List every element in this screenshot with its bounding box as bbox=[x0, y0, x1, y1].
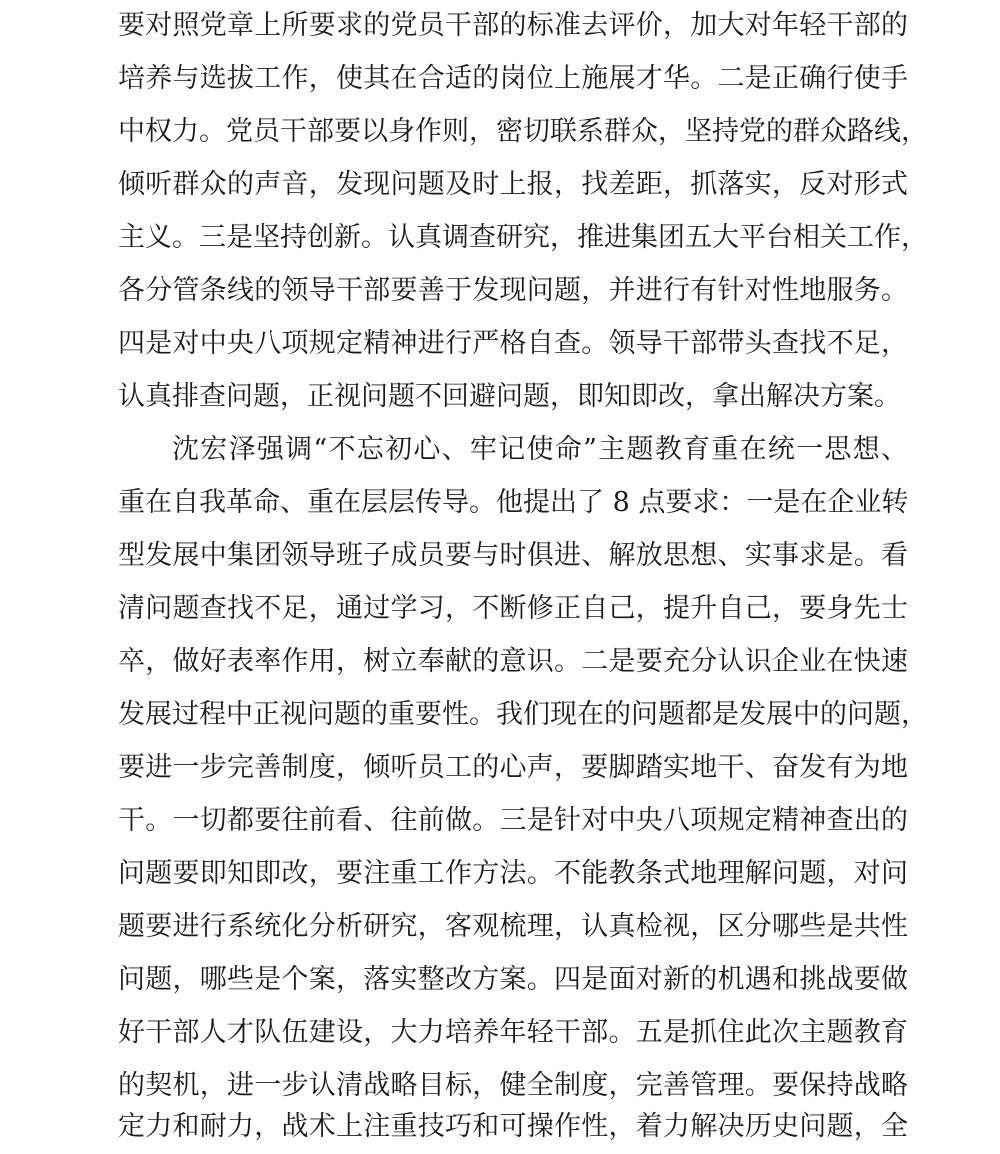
text-line-12: 清问题查找不足，通过学习，不断修正自己，提升自己，要身先士 bbox=[118, 593, 908, 624]
text-line-8: 认真排查问题，正视问题不回避问题，即知即改，拿出解决方案。 bbox=[118, 381, 901, 412]
text-line-16: 干。一切都要往前看、往前做。三是针对中央八项规定精神查出的 bbox=[118, 805, 908, 836]
text-line-11: 型发展中集团领导班子成员要与时俱进、解放思想、实事求是。看 bbox=[118, 540, 908, 571]
text-line-13: 卒，做好表率作用，树立奉献的意识。二是要充分认识企业在快速 bbox=[118, 646, 908, 677]
text-line-10: 重在自我革命、重在层层传导。他提出了 8 点要求：一是在企业转 bbox=[118, 487, 909, 518]
text-line-5: 主义。三是坚持创新。认真调查研究，推进集团五大平台相关工作， bbox=[118, 222, 928, 253]
text-line-21: 的契机，进一步认清战略目标，健全制度，完善管理。要保持战略 bbox=[118, 1070, 908, 1101]
text-line-20: 好干部人才队伍建设，大力培养年轻干部。五是抓住此次主题教育 bbox=[118, 1017, 908, 1048]
text-line-4: 倾听群众的声音，发现问题及时上报，找差距，抓落实，反对形式 bbox=[118, 169, 908, 200]
text-line-3: 中权力。党员干部要以身作则，密切联系群众，坚持党的群众路线， bbox=[118, 116, 928, 147]
text-line-9: 沈宏泽强调“不忘初心、牢记使命”主题教育重在统一思想、 bbox=[172, 434, 908, 465]
text-line-17: 问题要即知即改，要注重工作方法。不能教条式地理解问题，对问 bbox=[118, 858, 908, 889]
text-line-15: 要进一步完善制度，倾听员工的心声，要脚踏实地干、奋发有为地 bbox=[118, 752, 908, 783]
text-line-6: 各分管条线的领导干部要善于发现问题，并进行有针对性地服务。 bbox=[118, 275, 908, 306]
text-line-7: 四是对中央八项规定精神进行严格自查。领导干部带头查找不足， bbox=[118, 328, 908, 359]
text-line-19: 问题，哪些是个案，落实整改方案。四是面对新的机遇和挑战要做 bbox=[118, 964, 908, 995]
text-line-18: 题要进行系统化分析研究，客观梳理，认真检视，区分哪些是共性 bbox=[118, 911, 908, 942]
text-line-14: 发展过程中正视问题的重要性。我们现在的问题都是发展中的问题， bbox=[118, 699, 928, 730]
text-line-22: 定力和耐力，战术上注重技巧和可操作性，着力解决历史问题，全 bbox=[118, 1111, 908, 1142]
text-line-2: 培养与选拔工作，使其在合适的岗位上施展才华。二是正确行使手 bbox=[118, 63, 908, 94]
text-line-1: 要对照党章上所要求的党员干部的标准去评价，加大对年轻干部的 bbox=[118, 10, 908, 41]
